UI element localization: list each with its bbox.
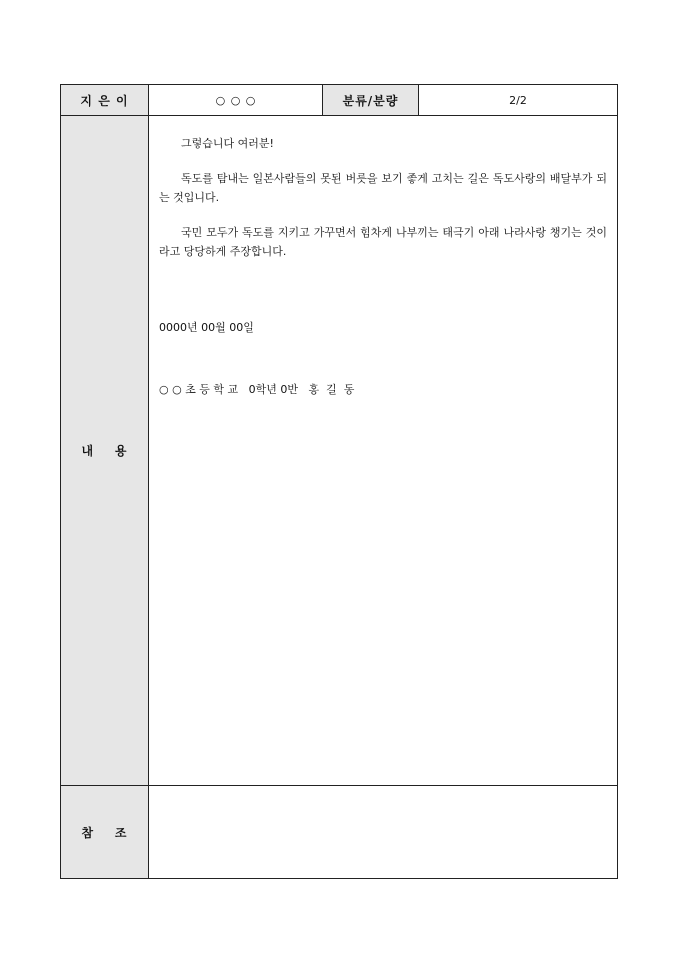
content-body [149,116,618,786]
author-label: 지 은 이 [61,85,149,116]
date-text: 0000년 00월 00일 [159,321,254,334]
form-reference-row [61,786,618,879]
content-label: 내 용 [61,116,149,786]
greeting-text: 그렇습니다 여러분! [181,137,274,150]
form-content-row [61,116,618,786]
author-value: ○ ○ ○ [149,85,323,116]
signature-text: ○ ○ 초 등 학 교 0학년 0반 홍 길 동 [159,383,355,396]
reference-label: 참 조 [61,786,149,879]
submission-form [60,84,618,879]
form-header-row [61,85,618,116]
paragraph-one: 독도를 탐내는 일본사람들의 못된 버릇을 보기 좋게 고치는 길은 독도사랑의 배달부가 되는 것입니다. [159,172,607,204]
category-label: 분류/분량 [323,85,419,116]
category-value: 2/2 [419,85,618,116]
reference-body [149,786,618,879]
paragraph-two: 국민 모두가 독도를 지키고 가꾸면서 힘차게 나부끼는 태극기 아래 나라사랑 챙기는 것이라고 당당하게 주장합니다. [159,226,607,258]
